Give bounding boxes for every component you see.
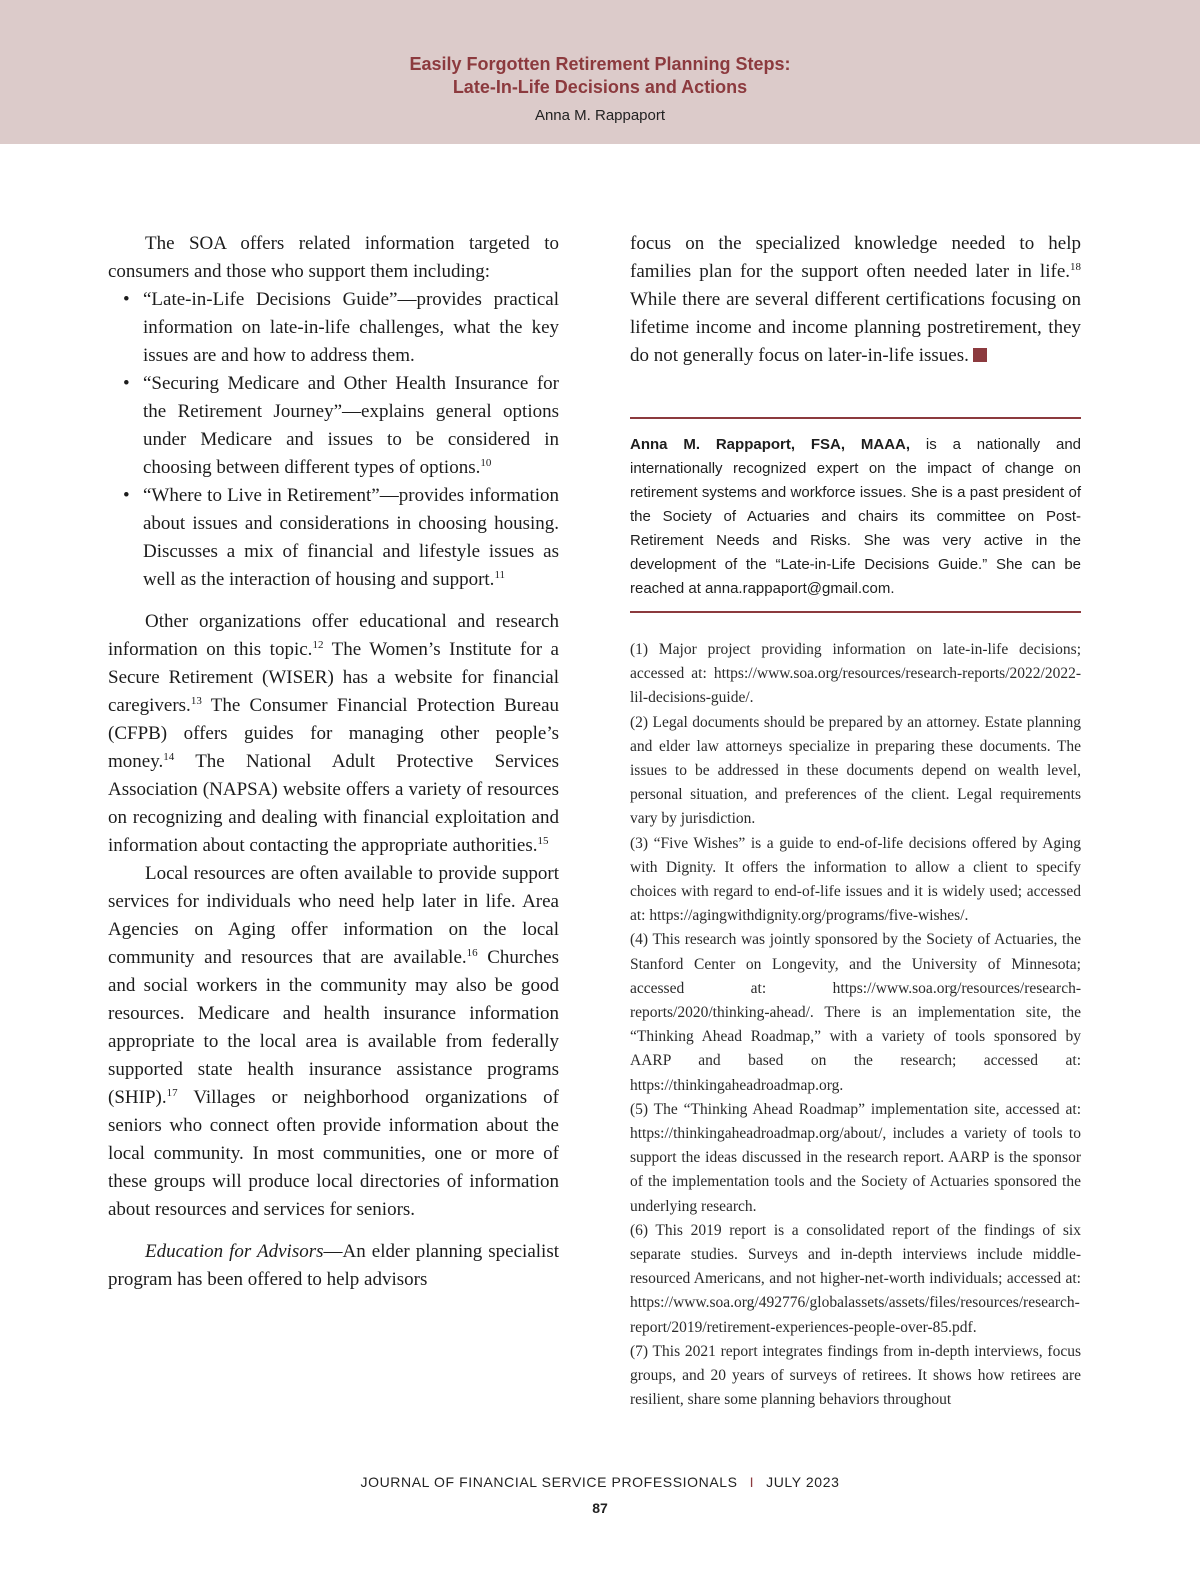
bio-divider-top (630, 417, 1081, 419)
sentence: While there are several different certifications focusing on lifetime income and income planning postretirement, they do not generally focus on later-in-life issues. (630, 289, 1081, 366)
sentence: Local resources are often available to provide support services for individuals who need help later in life. Area Agencies on Aging offer information on the local community and resources that are available. (108, 863, 559, 968)
endnote: (2) Legal documents should be prepared by an attorney. Estate planning and elder law attorneys specialize in preparing these documents. The issues to be addressed in these documents depend on wealth level, personal situation, and preferences of the client. Legal requirements vary by jurisdiction. (630, 713, 1081, 828)
footnote-ref[interactable]: 15 (537, 835, 549, 847)
list-item (123, 370, 559, 482)
endnote: (7) This 2021 report integrates findings from in-depth interviews, focus groups, and 20 years of surveys of retirees. It shows how retirees are resilient, share some planning behaviors throughout (630, 1342, 1081, 1409)
bio-text: is a nationally and internationally recognized expert on the impact of change on retirement systems and workforce issues. She is a past president of the Society of Actuaries and chairs its committee on Post-Retirement Needs and Risks. She was very active in the development of the “Late-in-Life Decisions Guide.” She can be reached at anna.rappaport@gmail.com. (630, 436, 1082, 597)
bullet-icon: • (123, 289, 130, 310)
list-item (123, 482, 559, 594)
endnote: (5) The “Thinking Ahead Roadmap” implementation site, accessed at: https://thinkingaheadroadmap.org/about/, includes a variety of tools to support the ideas discussed in the research report. AARP is the sponsor of the implementation tools and the Society of Actuaries sponsored the underlying research. (630, 1100, 1081, 1215)
endnote: (3) “Five Wishes” is a guide to end-of-life decisions offered by Aging with Dignity. It offers the information to allow a client to specify choices with regard to end-of-life issues and it is widely used; accessed at: https://agingwithdignity.org/programs/five-wishes/. (630, 834, 1081, 925)
sentence: Other organizations offer educational and research information on this topic. (108, 611, 559, 660)
footnote-ref[interactable]: 11 (494, 569, 506, 581)
local-resources-paragraph (108, 860, 559, 1224)
journal-name: JOURNAL OF FINANCIAL SERVICE PROFESSIONALS (360, 1474, 738, 1490)
list-item-text: “Where to Live in Retirement”—provides information about issues and considerations in choosing housing. Discusses a mix of financial and lifestyle issues as well as the interaction of housing and support. (143, 485, 559, 590)
other-organizations-paragraph (108, 608, 559, 860)
bio-author-name: Anna M. Rappaport, FSA, MAAA, (630, 436, 911, 453)
footnote-ref[interactable]: 13 (190, 695, 202, 707)
footnote-ref[interactable]: 18 (1070, 261, 1081, 273)
list-item-text: “Securing Medicare and Other Health Insurance for the Retirement Journey”—explains general options under Medicare and issues to be considered in choosing between different types of options. (143, 373, 559, 478)
bullet-icon: • (123, 485, 130, 506)
sentence: The Women’s Institute for a Secure Retirement (WISER) has a website for financial caregivers. (108, 639, 559, 716)
author-bio (630, 433, 1081, 601)
footer-separator: I (749, 1474, 755, 1490)
article-title-line-1: Easily Forgotten Retirement Planning Steps: (409, 54, 791, 74)
footnote-ref[interactable]: 16 (466, 947, 478, 959)
right-column (630, 230, 1081, 370)
footnote-ref[interactable]: 10 (480, 457, 492, 469)
advisors-paragraph (108, 1238, 559, 1294)
endnote: (6) This 2019 report is a consolidated report of the findings of six separate studies. Surveys and in-depth interviews include middle-resourced Americans, and not higher-net-worth individuals; accessed at: https://www.soa.org/492776/globalassets/assets/files/resources/research-report/2019/retirement-experiences-people-over-85.pdf. (630, 1221, 1081, 1336)
endnotes (630, 638, 1081, 1413)
sentence: Churches and social workers in the community may also be good resources. Medicare and health insurance information appropriate to the local area is available from federally supported state health insurance assistance programs (SHIP). (108, 947, 559, 1108)
article-title-line-2: Late-In-Life Decisions and Actions (452, 77, 748, 97)
footnote-ref[interactable]: 12 (312, 639, 324, 651)
issue-date: JULY 2023 (766, 1474, 840, 1490)
resource-list (108, 286, 559, 594)
endnote: (1) Major project providing information on late-in-life decisions; accessed at: https://www.soa.org/resources/research-reports/2022/2022-lil-decisions-guide/. (630, 641, 1081, 707)
endnote: (4) This research was jointly sponsored by the Society of Actuaries, the Stanford Center on Longevity, and the University of Minnesota; accessed at: https://www.soa.org/resources/research-reports/2020/thinking-ahead/. There is an implementation site, the “Thinking Ahead Roadmap,” with a variety of tools sponsored by AARP and based on the research; accessed at: https://thinkingaheadroadmap.org. (630, 931, 1081, 1094)
continuation-paragraph (630, 230, 1081, 370)
end-of-article-icon (973, 348, 987, 362)
sentence: The Consumer Financial Protection Bureau (CFPB) offers guides for managing other people’s money. (108, 695, 559, 772)
list-item (123, 286, 559, 370)
page-number: 87 (592, 1500, 608, 1516)
list-item-text: “Late-in-Life Decisions Guide”—provides practical information on late-in-life challenges, what the key issues are and how to address them. (143, 289, 559, 366)
footnote-ref[interactable]: 17 (166, 1087, 178, 1099)
intro-paragraph: The SOA offers related information targeted to consumers and those who support them including: (108, 233, 559, 282)
sentence: The National Adult Protective Services Association (NAPSA) website offers a variety of resources on recognizing and dealing with financial exploitation and information about contacting the appropriate authorities. (108, 751, 559, 856)
sentence: Villages or neighborhood organizations of seniors who connect often provide information about the local community. In most communities, one or more of these groups will produce local directories of information about resources and services for seniors. (108, 1087, 559, 1220)
sentence: —An elder planning specialist program has been offered to help advisors (108, 1241, 559, 1290)
footnote-ref[interactable]: 14 (163, 751, 175, 763)
article-author: Anna M. Rappaport (534, 107, 666, 124)
bio-divider-bottom (630, 611, 1081, 613)
section-run-in-heading: Education for Advisors (145, 1241, 324, 1262)
bullet-icon: • (123, 373, 130, 394)
left-column (108, 230, 559, 1294)
running-footer (0, 1474, 1200, 1490)
sentence: focus on the specialized knowledge needed to help families plan for the support often needed later in life. (630, 233, 1081, 282)
